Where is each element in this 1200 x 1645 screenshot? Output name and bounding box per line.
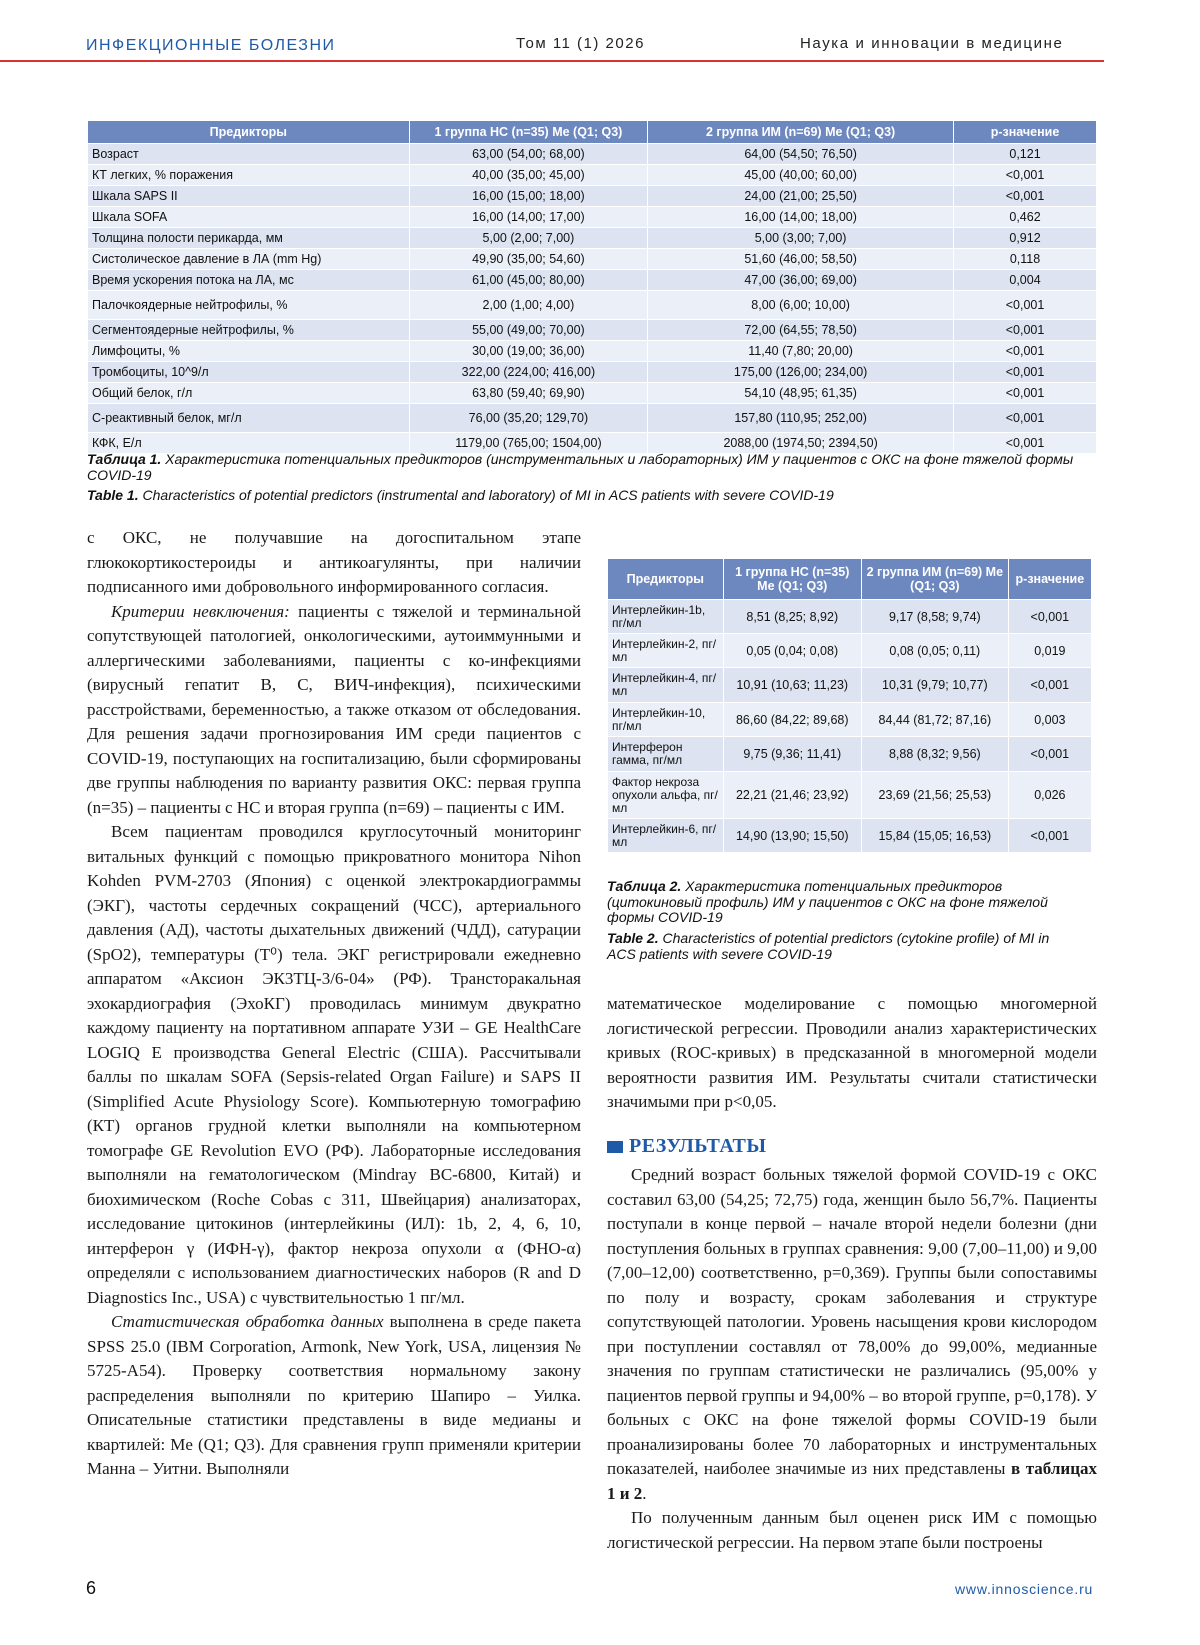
- median-cell: 16,00 (14,00; 17,00): [409, 207, 648, 228]
- paragraph-text: пациенты с тяжелой и терминальной сопутствующей патологией, онкологическими, аутоиммунными и аллергическими заболеваниями, пациенты с ко-инфекциями (вирусный гепатит B, C, ВИЧ-инфекция), психическими расстройствами, беременностью, а также отказом от обследования. Для решения задачи прогнозирования ИМ среди пациентов с COVID-19, поступающих на госпитализацию, были сформированы две группы наблюдения по варианту развития ОКС: первая группа (n=35) – пациенты с НС и вторая группа (n=69) – пациенты с ИМ.: [87, 601, 581, 817]
- median-cell: 30,00 (19,00; 36,00): [409, 341, 648, 362]
- median-cell: 49,90 (35,00; 54,60): [409, 249, 648, 270]
- italic-lead: Критерии невключения:: [111, 601, 290, 621]
- paragraph: [87, 1310, 581, 1482]
- section-title: РЕЗУЛЬТАТЫ: [629, 1135, 767, 1157]
- predictor-cell: С-реактивный белок, мг/л: [88, 404, 410, 433]
- page-header: [0, 0, 1200, 64]
- paragraph-text: .: [642, 1483, 647, 1503]
- caption-label: Таблица 2.: [607, 878, 682, 894]
- table-row: [608, 737, 1092, 772]
- table-1-header-cell: 2 группа ИМ (n=69) Me (Q1; Q3): [648, 121, 954, 144]
- table-row: [88, 228, 1097, 249]
- table-row: [88, 341, 1097, 362]
- p-value-cell: <0,001: [954, 404, 1097, 433]
- median-cell: 9,17 (8,58; 9,74): [861, 600, 1008, 634]
- table-row: [608, 600, 1092, 634]
- table-row: [88, 383, 1097, 404]
- table-row: [88, 404, 1097, 433]
- header-rule: [0, 60, 1104, 62]
- median-cell: 23,69 (21,56; 25,53): [861, 772, 1008, 819]
- section-heading-results: [607, 1135, 767, 1158]
- median-cell: 8,00 (6,00; 10,00): [648, 291, 954, 320]
- p-value-cell: 0,462: [954, 207, 1097, 228]
- p-value-cell: <0,001: [954, 291, 1097, 320]
- p-value-cell: <0,001: [954, 362, 1097, 383]
- table-1-header-row: [88, 121, 1097, 144]
- p-value-cell: <0,001: [954, 433, 1097, 454]
- median-cell: 8,88 (8,32; 9,56): [861, 737, 1008, 772]
- table-2-caption-ru: [607, 879, 1077, 926]
- median-cell: 2088,00 (1974,50; 2394,50): [648, 433, 954, 454]
- table-1: [87, 120, 1097, 454]
- predictor-cell: Тромбоциты, 10^9/л: [88, 362, 410, 383]
- median-cell: 5,00 (3,00; 7,00): [648, 228, 954, 249]
- table-row: [88, 207, 1097, 228]
- predictor-cell: КТ легких, % поражения: [88, 165, 410, 186]
- table-row: [88, 270, 1097, 291]
- median-cell: 54,10 (48,95; 61,35): [648, 383, 954, 404]
- caption-text: Характеристика потенциальных предикторов (цитокиновый профиль) ИМ у пациентов с ОКС на фоне тяжелой формы COVID-19: [607, 878, 1048, 925]
- paragraph-text: Средний возраст больных тяжелой формой COVID-19 с ОКС составил 63,00 (54,25; 72,75) года, женщин было 56,7%. Пациенты поступали в конце первой – начале второй недели болезни (дни поступления больных в группах сравнения: 9,00 (7,00–11,00) и 9,00 (7,00–12,00) соответственно, p=0,369). Группы были сопоставимы по полу и возрасту, срокам заболевания и структуре сопутствующей патологии. Уровень насыщения крови кислородом при поступлении составлял от 78,00% до 99,00%, медианные значения по группам статистически не различались (95,00% у пациентов первой группы и 94,00% – во второй группе, p=0,178). У больных с ОКС на фоне тяжелой формы COVID-19 были проанализированы более 70 лабораторных и инструментальных показателей, наиболее значимые из них представлены: [607, 1165, 1097, 1478]
- paragraph: По полученным данным был оценен риск ИМ с помощью логистической регрессии. На первом этапе были построены: [607, 1508, 1097, 1552]
- median-cell: 10,31 (9,79; 10,77): [861, 668, 1008, 703]
- table-row: [608, 819, 1092, 853]
- predictor-cell: Шкала SAPS II: [88, 186, 410, 207]
- table-1-body: [88, 144, 1097, 454]
- predictor-cell: Интерлейкин-1b, пг/мл: [608, 600, 724, 634]
- table-row: [88, 186, 1097, 207]
- p-value-cell: <0,001: [954, 341, 1097, 362]
- predictor-cell: Интерлейкин-2, пг/мл: [608, 634, 724, 668]
- table-2-body: [608, 600, 1092, 853]
- caption-text: Характеристика потенциальных предикторов (инструментальных и лабораторных) ИМ у пациентов с ОКС на фоне тяжелой формы COVID-19: [87, 451, 1074, 483]
- caption-label: Table 2.: [607, 930, 659, 946]
- median-cell: 157,80 (110,95; 252,00): [648, 404, 954, 433]
- table-row: [608, 772, 1092, 819]
- predictor-cell: Фактор некроза опухоли альфа, пг/мл: [608, 772, 724, 819]
- table-1-caption-en: [87, 488, 1097, 504]
- p-value-cell: 0,019: [1008, 634, 1091, 668]
- journal-section-title: ИНФЕКЦИОННЫЕ БОЛЕЗНИ: [86, 37, 336, 54]
- table-row: [88, 144, 1097, 165]
- table-row: [608, 703, 1092, 737]
- p-value-cell: <0,001: [954, 320, 1097, 341]
- website-link[interactable]: www.innoscience.ru: [955, 1581, 1094, 1597]
- paragraph: [607, 1163, 1097, 1506]
- p-value-cell: 0,121: [954, 144, 1097, 165]
- predictor-cell: Интерферон гамма, пг/мл: [608, 737, 724, 772]
- table-row: [88, 291, 1097, 320]
- predictor-cell: Шкала SOFA: [88, 207, 410, 228]
- predictor-cell: Время ускорения потока на ЛА, мс: [88, 270, 410, 291]
- caption-text: Characteristics of potential predictors (cytokine profile) of MI in ACS patients with severe COVID-19: [607, 930, 1050, 962]
- median-cell: 11,40 (7,80; 20,00): [648, 341, 954, 362]
- left-column-text: [87, 526, 581, 1482]
- predictor-cell: Палочкоядерные нейтрофилы, %: [88, 291, 410, 320]
- page-number: 6: [86, 1578, 97, 1598]
- journal-title: Наука и инновации в медицине: [800, 35, 1064, 52]
- median-cell: 0,08 (0,05; 0,11): [861, 634, 1008, 668]
- median-cell: 10,91 (10,63; 11,23): [723, 668, 861, 703]
- caption-label: Table 1.: [87, 487, 139, 503]
- median-cell: 0,05 (0,04; 0,08): [723, 634, 861, 668]
- table-2-caption-en: [607, 931, 1077, 962]
- table-2-header-row: [608, 559, 1092, 600]
- p-value-cell: 0,912: [954, 228, 1097, 249]
- median-cell: 15,84 (15,05; 16,53): [861, 819, 1008, 853]
- predictor-cell: КФК, Е/л: [88, 433, 410, 454]
- p-value-cell: <0,001: [1008, 600, 1091, 634]
- table-2: [607, 558, 1092, 853]
- median-cell: 24,00 (21,00; 25,50): [648, 186, 954, 207]
- predictor-cell: Интерлейкин-4, пг/мл: [608, 668, 724, 703]
- predictor-cell: Общий белок, г/л: [88, 383, 410, 404]
- p-value-cell: <0,001: [954, 383, 1097, 404]
- table-row: [608, 634, 1092, 668]
- table-2-header-cell: Предикторы: [608, 559, 724, 600]
- table-1-header-cell: 1 группа НС (n=35) Me (Q1; Q3): [409, 121, 648, 144]
- median-cell: 47,00 (36,00; 69,00): [648, 270, 954, 291]
- table-reference: в таблицах 1 и 2: [607, 1459, 1097, 1503]
- median-cell: 40,00 (35,00; 45,00): [409, 165, 648, 186]
- median-cell: 16,00 (14,00; 18,00): [648, 207, 954, 228]
- p-value-cell: <0,001: [1008, 819, 1091, 853]
- paragraph: с ОКС, не получавшие на догоспитальном этапе глюкокортикостероиды и антикоагулянты, при наличии подписанного ими добровольного информированного согласия.: [87, 528, 581, 596]
- table-row: [88, 165, 1097, 186]
- p-value-cell: <0,001: [1008, 668, 1091, 703]
- volume-issue: Том 11 (1) 2026: [516, 35, 645, 52]
- median-cell: 22,21 (21,46; 23,92): [723, 772, 861, 819]
- table-2-header-cell: р-значение: [1008, 559, 1091, 600]
- predictor-cell: Возраст: [88, 144, 410, 165]
- median-cell: 175,00 (126,00; 234,00): [648, 362, 954, 383]
- paragraph: [87, 600, 581, 821]
- table-2-header-cell: 2 группа ИМ (n=69) Me (Q1; Q3): [861, 559, 1008, 600]
- median-cell: 51,60 (46,00; 58,50): [648, 249, 954, 270]
- table-2-header-cell: 1 группа НС (n=35) Me (Q1; Q3): [723, 559, 861, 600]
- table-row: [88, 362, 1097, 383]
- predictor-cell: Сегментоядерные нейтрофилы, %: [88, 320, 410, 341]
- predictor-cell: Лимфоциты, %: [88, 341, 410, 362]
- p-value-cell: <0,001: [954, 165, 1097, 186]
- italic-lead: Статистическая обработка данных: [111, 1312, 384, 1331]
- predictor-cell: Интерлейкин-6, пг/мл: [608, 819, 724, 853]
- median-cell: 72,00 (64,55; 78,50): [648, 320, 954, 341]
- right-column-text-top: [607, 992, 1097, 1115]
- median-cell: 63,80 (59,40; 69,90): [409, 383, 648, 404]
- predictor-cell: Систолическое давление в ЛА (mm Hg): [88, 249, 410, 270]
- median-cell: 63,00 (54,00; 68,00): [409, 144, 648, 165]
- table-row: [88, 320, 1097, 341]
- paragraph: Всем пациентам проводился круглосуточный мониторинг витальных функций с помощью прикроватного монитора Nihon Kohden PVM-2703 (Япония) с оценкой электрокардиограммы (ЭКГ), частоты сердечных сокращений (ЧСС), артериального давления (АД), частоты дыхательных движений (ЧДД), сатурации (SpO2), температуры (Т⁰) тела. ЭКГ регистрировали ежедневно аппаратом «Аксион ЭК3ТЦ-3/6-04» (РФ). Трансторакальная эхокардиография (ЭхоКГ) проводилась минимум двукратно каждому пациенту на портативном аппарате УЗИ – GE HealthCare LOGIQ E производства General Electric (США). Рассчитывали баллы по шкалам SOFA (Sepsis-related Organ Failure) и SAPS II (Simplified Acute Physiology Score). Компьютерную томографию (КТ) органов грудной клетки выполняли на компьютерном томографе GE Revolution EVO (РФ). Лабораторные исследования выполняли на гематологическом (Mindray BC-6800, Китай) и биохимическом (Roche Cobas c 311, Швейцария) анализаторах, исследование цитокинов (интерлейкины (ИЛ): 1b, 2, 4, 6, 10, интерферон γ (ИФН-γ), фактор некроза опухоли α (ФНО-α) определяли с использованием диагностических наборов (R and D Diagnostics Inc., USA) с чувствительностью 1 пг/мл.: [87, 822, 581, 1307]
- table-1-header-cell: Предикторы: [88, 121, 410, 144]
- p-value-cell: <0,001: [1008, 737, 1091, 772]
- section-square-icon: [607, 1141, 623, 1153]
- median-cell: 64,00 (54,50; 76,50): [648, 144, 954, 165]
- p-value-cell: 0,004: [954, 270, 1097, 291]
- median-cell: 45,00 (40,00; 60,00): [648, 165, 954, 186]
- median-cell: 61,00 (45,00; 80,00): [409, 270, 648, 291]
- caption-text: Characteristics of potential predictors (instrumental and laboratory) of MI in ACS patients with severe COVID-19: [138, 487, 834, 503]
- p-value-cell: 0,118: [954, 249, 1097, 270]
- median-cell: 8,51 (8,25; 8,92): [723, 600, 861, 634]
- median-cell: 84,44 (81,72; 87,16): [861, 703, 1008, 737]
- median-cell: 55,00 (49,00; 70,00): [409, 320, 648, 341]
- paragraph-text: выполнена в среде пакета SPSS 25.0 (IBM Corporation, Armonk, New York, USA, лицензия № 5725-A54). Проверку соответствия нормальному закону распределения выполняли по критерию Шапиро – Уилка. Описательные статистики представлены в виде медианы и квартилей: Me (Q1; Q3). Для сравнения групп применяли критерии Манна – Уитни. Выполняли: [87, 1312, 581, 1478]
- median-cell: 14,90 (13,90; 15,50): [723, 819, 861, 853]
- predictor-cell: Интерлейкин-10, пг/мл: [608, 703, 724, 737]
- table-1-caption-ru: [87, 452, 1097, 483]
- median-cell: 322,00 (224,00; 416,00): [409, 362, 648, 383]
- paragraph: математическое моделирование с помощью многомерной логистической регрессии. Проводили анализ характеристических кривых (ROC-кривых) в предсказанной в многомерной модели вероятности развития ИМ. Результаты считали статистически значимыми при p<0,05.: [607, 994, 1097, 1111]
- median-cell: 5,00 (2,00; 7,00): [409, 228, 648, 249]
- caption-label: Таблица 1.: [87, 451, 162, 467]
- median-cell: 16,00 (15,00; 18,00): [409, 186, 648, 207]
- right-column-text-bottom: [607, 1163, 1097, 1555]
- p-value-cell: 0,026: [1008, 772, 1091, 819]
- predictor-cell: Толщина полости перикарда, мм: [88, 228, 410, 249]
- median-cell: 1179,00 (765,00; 1504,00): [409, 433, 648, 454]
- median-cell: 9,75 (9,36; 11,41): [723, 737, 861, 772]
- table-1-header-cell: р-значение: [954, 121, 1097, 144]
- table-row: [88, 249, 1097, 270]
- p-value-cell: <0,001: [954, 186, 1097, 207]
- p-value-cell: 0,003: [1008, 703, 1091, 737]
- table-row: [608, 668, 1092, 703]
- median-cell: 76,00 (35,20; 129,70): [409, 404, 648, 433]
- median-cell: 86,60 (84,22; 89,68): [723, 703, 861, 737]
- median-cell: 2,00 (1,00; 4,00): [409, 291, 648, 320]
